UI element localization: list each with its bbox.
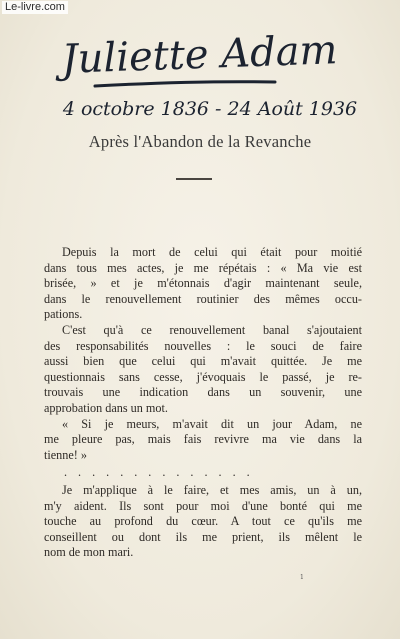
text-line: touche au profond du cœur. A tout ce qu'ils me: [44, 514, 362, 529]
text-line: Je m'applique à le faire, et mes amis, un à un,: [62, 482, 362, 497]
text-line: m'y aident. Ils sont pour moi d'une bonté qui me: [44, 498, 362, 513]
handwritten-dates: 4 octobre 1836 - 24 Août 1936: [62, 98, 358, 120]
title-rule: [176, 178, 212, 180]
paragraphs-after: [44, 483, 362, 561]
text-line: questionnais sans cesse, j'évoquais le passé, je re-: [44, 369, 362, 384]
text-line: aussi bien que celui qui m'avait quittée. Je me: [44, 354, 362, 369]
text-line: tienne! »: [44, 447, 87, 462]
handwritten-underline: [95, 82, 275, 86]
handwritten-name: Juliette Adam: [60, 27, 339, 83]
page-mark: 1: [300, 574, 304, 581]
text-line: « Si je meurs, m'avait dit un jour Adam, ne: [62, 416, 362, 431]
handwritten-inscription: [0, 20, 400, 120]
watermark: Le-livre.com: [2, 1, 68, 14]
ellipsis-separator: ..............: [64, 465, 261, 480]
paragraphs-before: [44, 245, 362, 463]
text-line: me pleure pas, mais fais revivre ma vie dans la: [44, 432, 362, 447]
text-line: nom de mon mari.: [44, 545, 134, 560]
text-line: pations.: [44, 307, 83, 322]
text-line: Depuis la mort de celui qui était pour moitié: [62, 245, 362, 259]
chapter-title: Après l'Abandon de la Revanche: [88, 132, 312, 151]
text-line: approbation dans un mot.: [44, 400, 168, 415]
text-line: des responsabilités nouvelles : le souci de faire: [44, 338, 362, 353]
body-text: [44, 245, 362, 561]
text-line: trouvais une indication dans un souvenir, une: [44, 385, 362, 400]
text-line: conseillent ou dont ils me prient, ils mêlent le: [44, 529, 362, 544]
text-line: brisée, » et je m'étonnais d'agir maintenant seule,: [44, 276, 362, 291]
text-line: dans le renouvellement routinier des mêmes occu-: [44, 291, 362, 306]
text-line: dans tous mes actes, je me répétais : « Ma vie est: [44, 260, 362, 275]
text-line: C'est qu'à ce renouvellement banal s'ajoutaient: [62, 322, 362, 337]
